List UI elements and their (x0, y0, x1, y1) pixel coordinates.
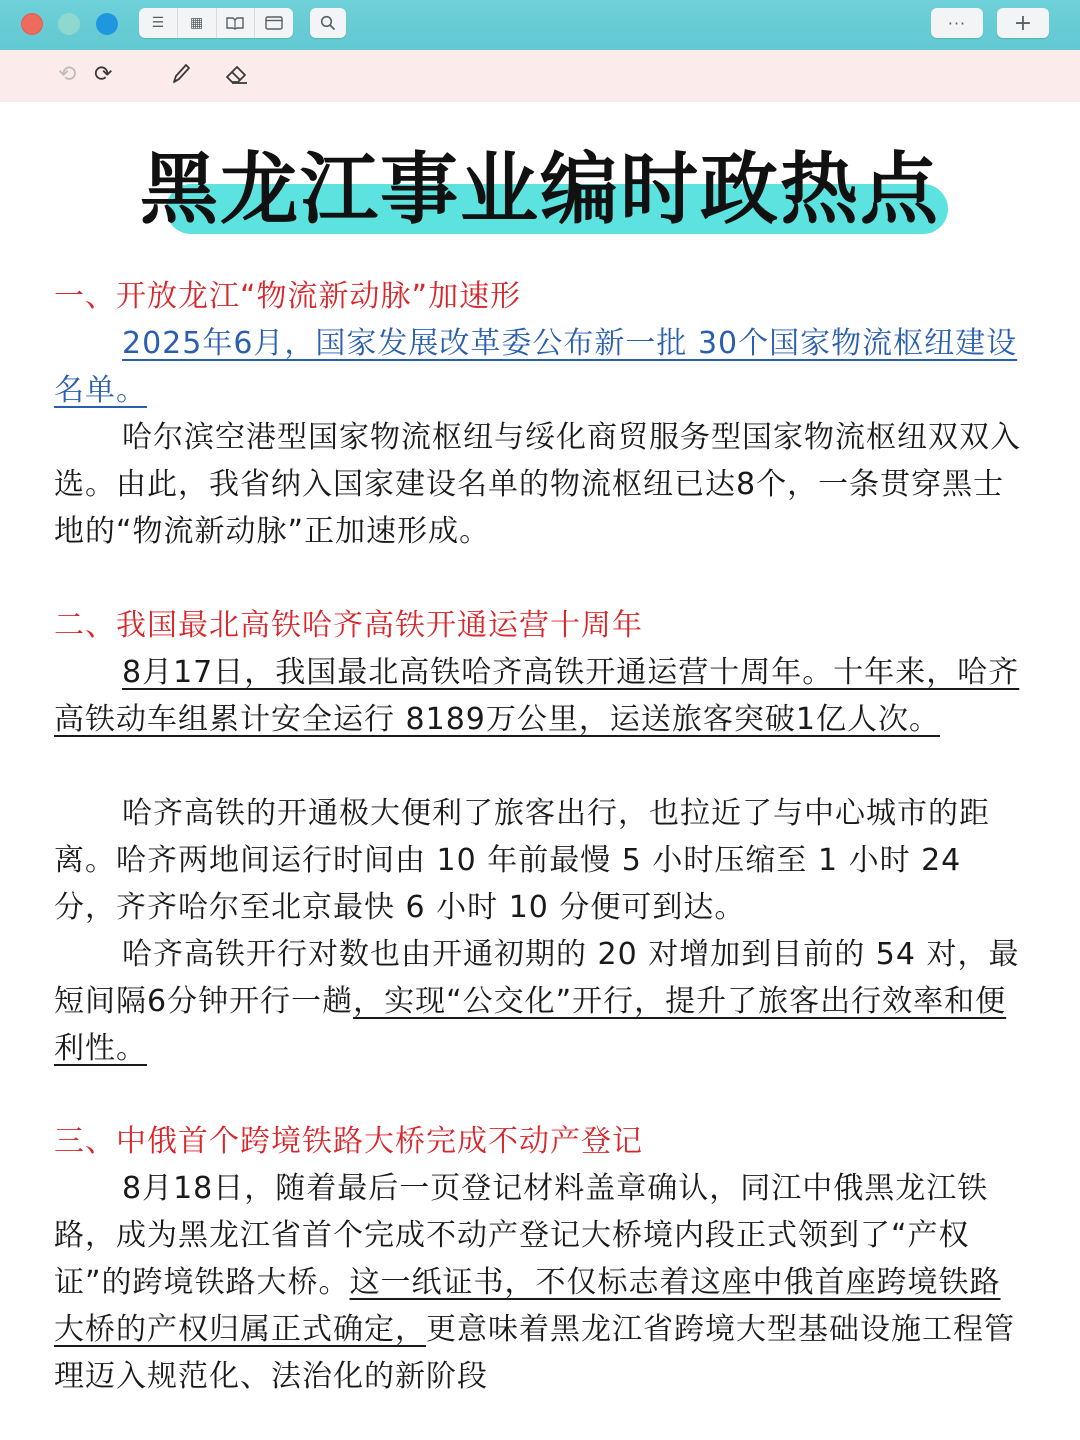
section-3-paragraph-text: 8月18日，随着最后一页登记材料盖章确认，同江中俄黑龙江铁路，成为黑龙江省首个完成不动产登记大桥境内段正式领到了“产权证”的跨境铁路大桥。 (54, 1171, 989, 1300)
close-window-button[interactable] (21, 13, 43, 35)
grid-icon[interactable]: ▦ (178, 8, 217, 38)
section-heading-1: 一、开放龙江“物流新动脉”加速形 (54, 279, 522, 314)
section-2-paragraph-1-text: 哈齐高铁的开通极大便利了旅客出行，也拉近了与中心城市的距离。哈齐两地间运行时间由 10 年前最慢 5 小时压缩至 1 小时 24 分，齐齐哈尔至北京最快 6 小时 10 分便可到达。 (54, 796, 990, 925)
section-2-lead (54, 649, 1026, 743)
book-icon[interactable] (217, 8, 256, 38)
section-1-lead (54, 320, 1026, 414)
zoom-window-button[interactable] (96, 13, 118, 35)
section-heading-3: 三、中俄首个跨境铁路大桥完成不动产登记 (54, 1124, 643, 1159)
view-switcher (139, 8, 293, 38)
section-2-lead-text: 8月17日，我国最北高铁哈齐高铁开通运营十周年。十年来，哈齐高铁动车组累计安全运行 8189万公里，运送旅客突破1亿人次。 (54, 655, 1020, 737)
page-title: 黑龙江事业编时政热点 (139, 145, 940, 235)
section-1-paragraph (54, 414, 1026, 555)
search-icon[interactable] (310, 8, 346, 38)
pen-icon[interactable] (170, 62, 192, 92)
undo-icon[interactable]: ⟲ (58, 62, 77, 87)
section-2-paragraph-2-text: 哈齐高铁开行对数也由开通初期的 20 对增加到目前的 54 对，最短间隔6分钟开行一趟 (54, 937, 1020, 1019)
section-2-paragraph-2 (54, 931, 1026, 1072)
section-3-paragraph (54, 1165, 1026, 1400)
window-icon[interactable] (255, 8, 293, 38)
section-3-paragraph-end: 更意味着黑龙江省跨境大型基础设施工程管理迈入规范化、法治化的新阶段 (54, 1312, 1015, 1394)
editing-toolbar (0, 50, 1080, 102)
redo-icon[interactable]: ⟳ (94, 62, 113, 87)
more-button[interactable]: ··· (931, 8, 983, 38)
eraser-icon[interactable] (224, 62, 250, 92)
section-1-lead-text: 2025年6月，国家发展改革委公布新一批 30个国家物流枢纽建设名单。 (54, 326, 1018, 408)
section-1-paragraph-text: 哈尔滨空港型国家物流枢纽与绥化商贸服务型国家物流枢纽双双入选。由此，我省纳入国家建设名单的物流枢纽已达8个，一条贯穿黑士地的“物流新动脉”正加速形成。 (54, 420, 1021, 549)
list-icon[interactable]: ☰ (139, 8, 178, 38)
section-3-underlined: 这一纸证书，不仅标志着这座中俄首座跨境铁路大桥的产权归属正式确定， (54, 1265, 1001, 1347)
add-button[interactable]: + (997, 8, 1049, 38)
section-heading-2: 二、我国最北高铁哈齐高铁开通运营十周年 (54, 608, 643, 643)
minimize-window-button[interactable] (58, 13, 80, 35)
section-2-paragraph-2-underlined: ，实现“公交化”开行，提升了旅客出行效率和便利性。 (54, 984, 1007, 1066)
title-block (0, 140, 1080, 240)
section-2-paragraph-1 (54, 790, 1026, 931)
title-bar (0, 0, 1080, 50)
